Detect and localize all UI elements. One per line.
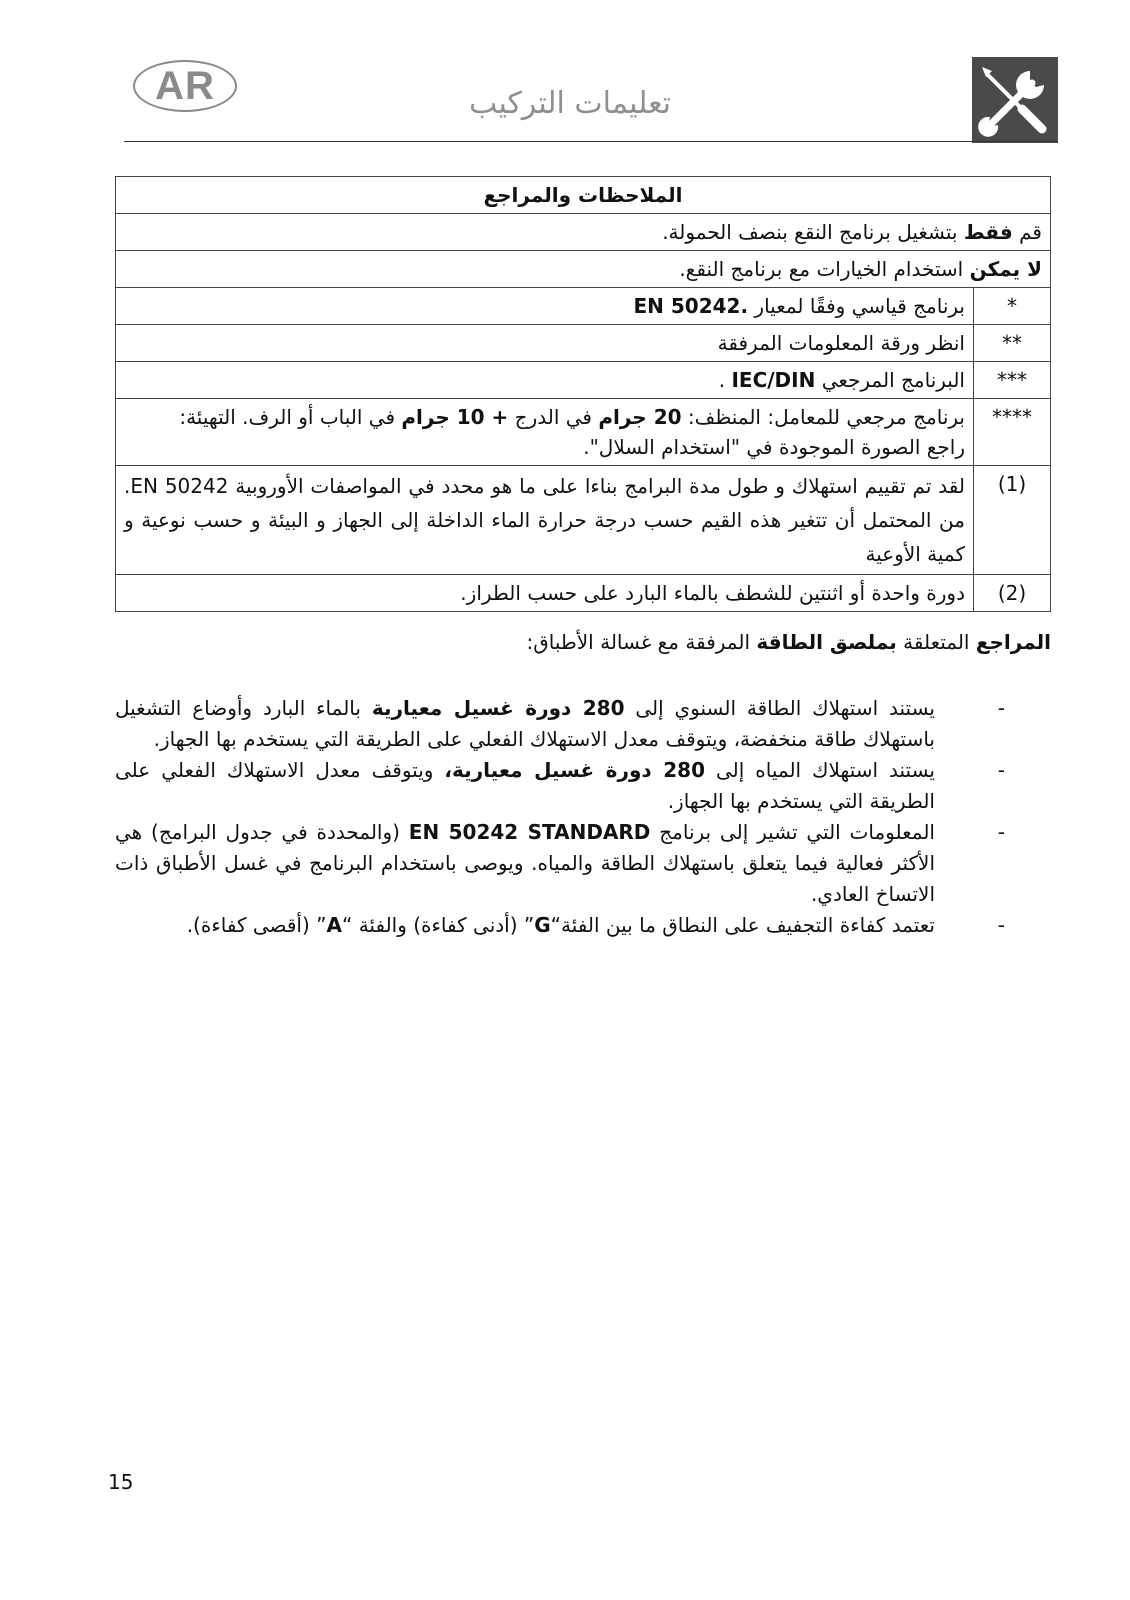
table-row	[116, 251, 1051, 288]
heading-emphasis: بملصق الطاقة	[756, 630, 897, 654]
list-item	[115, 910, 1005, 941]
note-text: في الدرج	[508, 405, 599, 429]
note-text: استخدام الخيارات مع برنامج النقع.	[679, 257, 970, 281]
item-emphasis: G	[534, 913, 551, 937]
item-text: ” (أدنى كفاءة) والفئة “	[341, 913, 535, 937]
tools-icon	[972, 57, 1058, 143]
note-text: برنامج مرجعي للمعامل: المنظف:	[681, 405, 965, 429]
item-text: تعتمد كفاءة التجفيف على النطاق ما بين الفئة“	[550, 913, 935, 937]
note-cell	[116, 399, 974, 466]
note-mark: **	[974, 325, 1051, 362]
note-mark: ***	[974, 362, 1051, 399]
heading-emphasis: المراجع	[975, 630, 1051, 654]
item-text: ” (أقصى كفاءة).	[186, 913, 327, 937]
note-mark: (1)	[974, 466, 1051, 575]
item-emphasis: EN 50242 STANDARD	[408, 820, 651, 844]
list-dash: -	[997, 820, 1005, 844]
note-mark: *	[974, 288, 1051, 325]
list-item	[115, 693, 1005, 755]
note-line: راجع الصورة الموجودة في "استخدام السلال".	[583, 435, 965, 459]
wrench-screwdriver-icon	[972, 57, 1058, 143]
list-dash: -	[997, 913, 1005, 937]
note-text: بتشغيل برنامج النقع بنصف الحمولة.	[662, 220, 964, 244]
item-text: يستند استهلاك المياه إلى	[705, 758, 935, 782]
list-item	[115, 755, 1005, 817]
note-text: قم	[1012, 220, 1042, 244]
references-heading	[115, 630, 1051, 654]
item-text: (والمحددة في جدول البرامج) هي الأكثر فعالية فيما يتعلق باستهلاك الطاقة والمياه. ويوصى باستخدام البرنامج في غسل الأطباق ذات الاتساخ العادي.	[115, 820, 935, 906]
note-emphasis: EN 50242.	[633, 294, 749, 318]
header-divider	[124, 141, 1058, 142]
note-cell	[116, 214, 1051, 251]
note-cell: دورة واحدة أو اثنتين للشطف بالماء البارد على حسب الطراز.	[116, 575, 974, 612]
list-dash: -	[997, 758, 1005, 782]
note-emphasis: IEC/DIN	[731, 368, 816, 392]
note-text: البرنامج المرجعي	[815, 368, 965, 392]
page-number: 15	[108, 1470, 134, 1494]
references-list	[115, 693, 1005, 941]
note-cell	[116, 362, 974, 399]
item-text: ويتوقف معدل الاستهلاك الفعلي على الطريقة التي يستخدم بها الجهاز.	[115, 758, 935, 813]
note-cell: انظر ورقة المعلومات المرفقة	[116, 325, 974, 362]
heading-text: المتعلقة	[896, 630, 976, 654]
note-cell	[116, 288, 974, 325]
table-row	[116, 214, 1051, 251]
note-emphasis: + 10 جرام	[401, 405, 509, 429]
note-text: برنامج قياسي وفقًا لمعيار	[748, 294, 965, 318]
table-row	[116, 399, 1051, 466]
note-emphasis: فقط	[963, 220, 1013, 244]
item-emphasis: A	[326, 913, 342, 937]
note-text: .	[718, 368, 732, 392]
note-mark: (2)	[974, 575, 1051, 612]
heading-text: المرفقة مع غسالة الأطباق:	[526, 630, 757, 654]
note-mark: ****	[974, 399, 1051, 466]
note-cell: لقد تم تقييم استهلاك و طول مدة البرامج بناءا على ما هو محدد في المواصفات الأوروبية EN 50242. من المحتمل أن تتغير هذه القيم حسب درجة حرارة الماء الداخلة إلى الجهاز و البيئة و حسب نوعية و كمية الأوعية	[116, 466, 974, 575]
note-emphasis: لا يمكن	[969, 257, 1042, 281]
item-text: المعلومات التي تشير إلى برنامج	[650, 820, 935, 844]
table-title-row	[116, 177, 1051, 214]
table-row	[116, 466, 1051, 575]
item-emphasis: 280 دورة غسيل معيارية	[371, 696, 625, 720]
item-text: يستند استهلاك الطاقة السنوي إلى	[624, 696, 935, 720]
note-line	[124, 402, 965, 432]
table-row	[116, 288, 1051, 325]
notes-table	[115, 176, 1051, 612]
list-dash: -	[997, 696, 1005, 720]
table-row	[116, 575, 1051, 612]
page-title: تعليمات التركيب	[469, 86, 671, 121]
note-cell	[116, 251, 1051, 288]
table-title: الملاحظات والمراجع	[116, 177, 1051, 214]
item-emphasis: 280 دورة غسيل معيارية،	[444, 758, 706, 782]
table-row	[116, 362, 1051, 399]
note-emphasis: 20 جرام	[598, 405, 682, 429]
language-badge: AR	[133, 60, 237, 112]
list-item	[115, 817, 1005, 910]
item-text: بالماء البارد وأوضاع التشغيل باستهلاك طاقة منخفضة، ويتوقف معدل الاستهلاك الفعلي على الطريقة التي يستخدم بها الجهاز.	[115, 696, 935, 751]
table-row	[116, 325, 1051, 362]
note-text: في الباب أو الرف. التهيئة:	[179, 405, 402, 429]
